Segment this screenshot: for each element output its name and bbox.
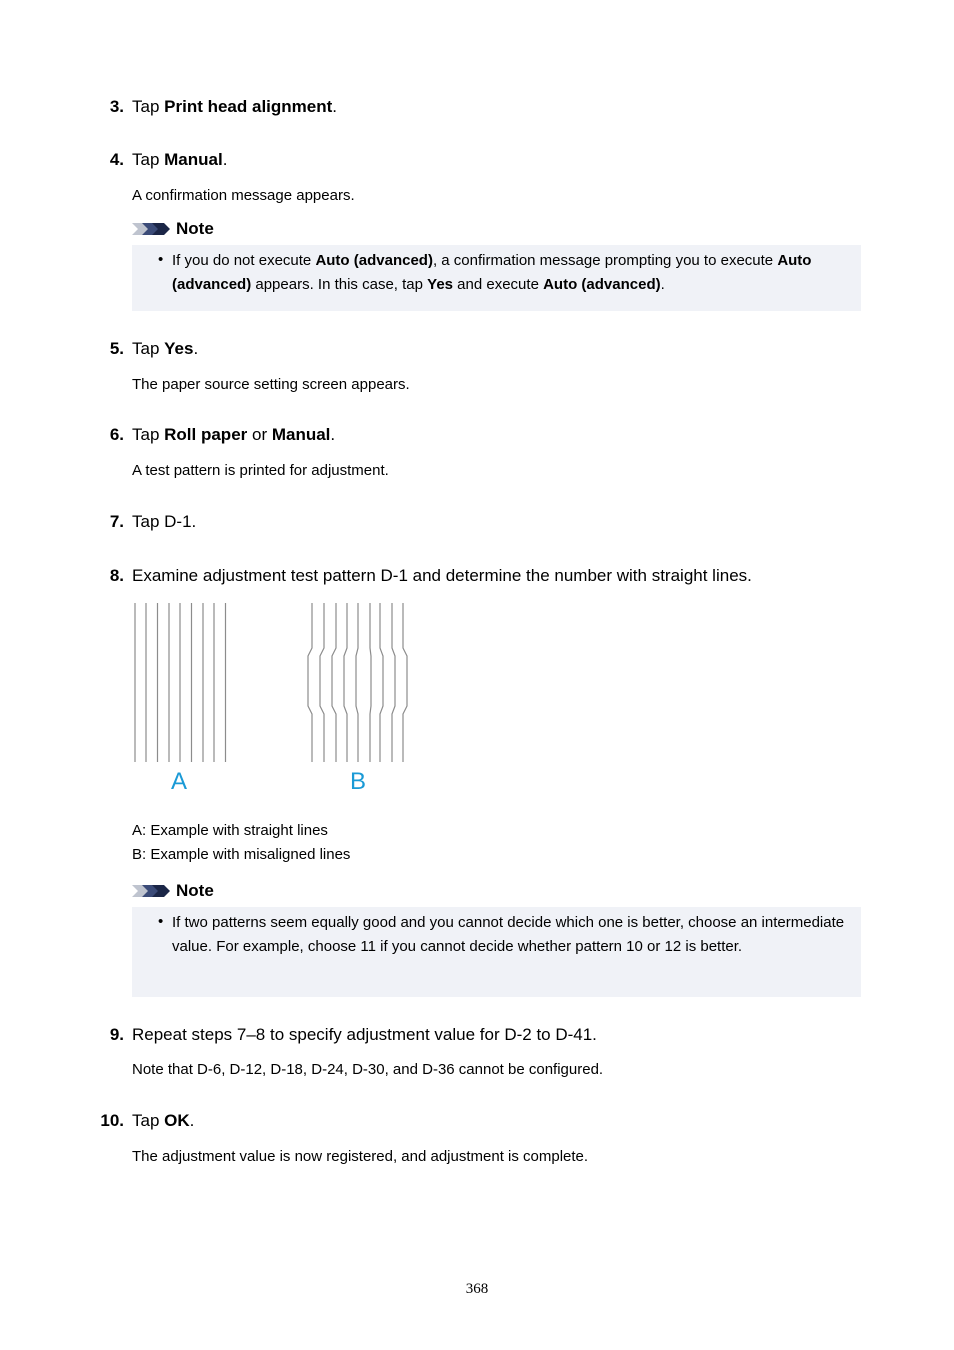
step-4-description: A confirmation message appears.: [132, 187, 355, 204]
pattern-a-label: A: [170, 768, 188, 795]
step-instruction: [132, 1110, 194, 1132]
step-text: Tap: [132, 425, 165, 444]
step-emphasis: Print head alignment: [164, 97, 333, 116]
step-text: .: [332, 97, 338, 116]
step-5-description: The paper source setting screen appears.: [132, 376, 410, 393]
step-text: .: [189, 1111, 195, 1130]
pattern-b-line: [320, 603, 324, 762]
note-emphasis: Yes: [427, 275, 454, 293]
note-text-run: and execute: [453, 275, 544, 293]
step-instruction: [132, 424, 335, 446]
step-emphasis: Yes: [164, 339, 194, 358]
pattern-b-line: [403, 603, 407, 762]
pattern-b-line: [344, 603, 347, 762]
step-text: or: [247, 425, 272, 444]
test-pattern-figure: [128, 598, 428, 798]
step-number: 9.: [109, 1025, 124, 1044]
step-emphasis: Roll paper: [164, 425, 248, 444]
note-emphasis: Auto (advanced): [543, 275, 661, 293]
figure-caption-b: B: Example with misaligned lines: [132, 846, 351, 863]
pattern-b: [308, 603, 407, 762]
step-instruction: Examine adjustment test pattern D-1 and determine the number with straight lines.: [132, 566, 752, 585]
step-number: 8.: [109, 566, 124, 585]
note-text-run: appears. In this case, tap: [251, 275, 428, 293]
pattern-b-line: [356, 603, 358, 762]
note-text-run: If you do not execute: [172, 252, 316, 269]
step-text: Tap: [132, 150, 165, 169]
note-text: If two patterns seem equally good and you cannot decide which one is better, choose an intermediate value. For example, choose 11 if you cannot decide whether pattern 10 or 12 is better.: [172, 914, 845, 955]
pattern-a: [135, 603, 226, 762]
step-emphasis: Manual: [164, 150, 223, 169]
step-number: 5.: [109, 339, 124, 358]
pattern-b-line: [308, 603, 312, 762]
page-number: 368: [465, 1281, 489, 1297]
step-number: 3.: [109, 97, 124, 116]
step-emphasis: OK: [164, 1111, 190, 1130]
note-label: Note: [176, 881, 214, 900]
step-instruction: [132, 96, 337, 118]
step-number: 7.: [109, 512, 124, 531]
note-arrows-icon: [132, 883, 172, 899]
note-box: [132, 245, 861, 311]
step-text: Tap: [132, 1111, 165, 1130]
step-number: 4.: [109, 150, 124, 169]
note-arrows-icon: [132, 221, 172, 237]
step-9-description: Note that D-6, D-12, D-18, D-24, D-30, and D-36 cannot be configured.: [132, 1061, 604, 1078]
step-emphasis: Manual: [271, 425, 331, 444]
step-instruction: [132, 338, 198, 360]
note-heading: [132, 880, 214, 902]
step-text: .: [330, 425, 336, 444]
step-instruction: Tap D-1.: [132, 512, 197, 531]
pattern-b-line: [332, 603, 336, 762]
bullet: •: [158, 251, 164, 268]
step-text: Tap: [132, 97, 165, 116]
step-number: 6.: [109, 425, 124, 444]
pattern-b-line: [380, 603, 383, 762]
note-text: [172, 249, 847, 296]
note-heading: [132, 218, 214, 240]
note-text-run: .: [660, 275, 665, 293]
note-box: [132, 907, 861, 997]
note-label: Note: [176, 219, 214, 238]
step-instruction: Repeat steps 7–8 to specify adjustment value for D-2 to D-41.: [132, 1025, 597, 1044]
pattern-b-label: B: [349, 768, 367, 795]
bullet: •: [158, 913, 164, 930]
figure-caption-a: A: Example with straight lines: [132, 822, 328, 839]
note-emphasis: Auto (advanced): [315, 252, 433, 269]
pattern-b-line: [370, 603, 371, 762]
step-text: Tap: [132, 339, 165, 358]
step-number: 10.: [100, 1111, 124, 1130]
pattern-b-line: [392, 603, 395, 762]
note-text-run: , a confirmation message prompting you to execute: [432, 252, 778, 269]
step-instruction: [132, 149, 227, 171]
step-text: .: [222, 150, 228, 169]
step-10-description: The adjustment value is now registered, and adjustment is complete.: [132, 1148, 589, 1165]
step-6-description: A test pattern is printed for adjustment.: [132, 462, 389, 479]
note-emphasis: Auto (advanced): [172, 252, 812, 293]
step-text: .: [193, 339, 199, 358]
